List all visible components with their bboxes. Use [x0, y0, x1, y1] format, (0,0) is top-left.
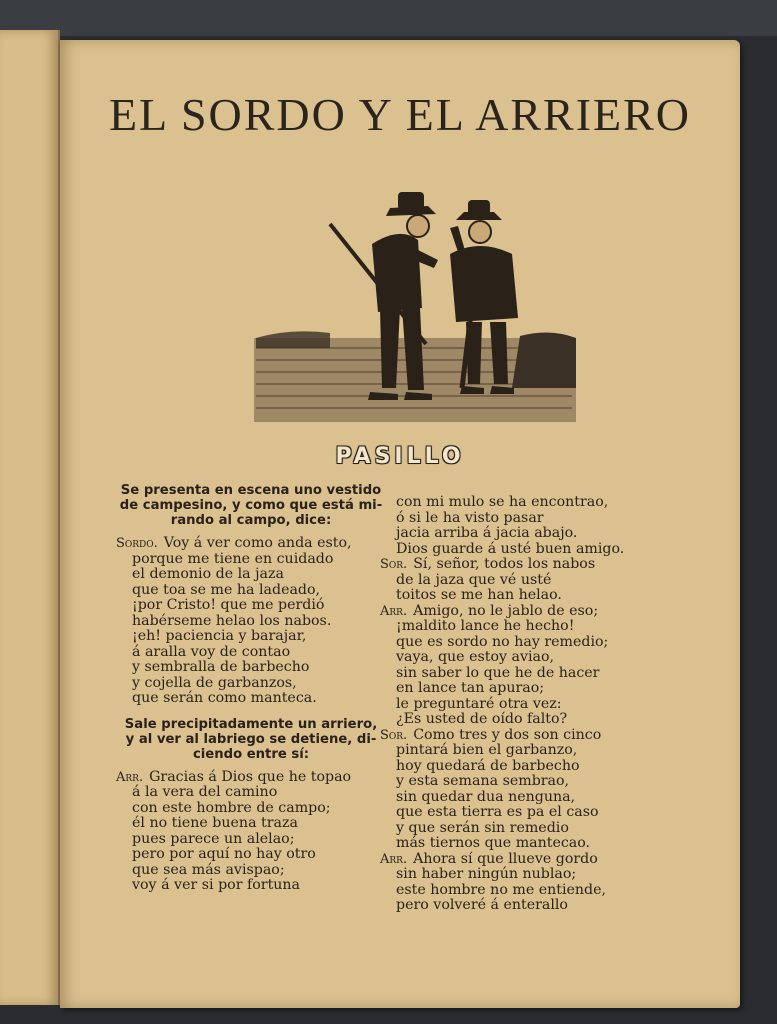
- verse-arriero-2: [380, 604, 710, 728]
- verse-line: ¡por Cristo! que me perdió: [132, 597, 325, 613]
- verse-line: toitos se me han helao.: [396, 587, 562, 603]
- verse-line: Sor. Sí, señor, todos los nabos: [380, 556, 596, 572]
- verse-line: porque me tiene en cuidado: [132, 550, 334, 567]
- verse-sordo-3: [380, 728, 710, 852]
- verse-line: pintará bien el garbanzo,: [396, 742, 578, 758]
- verse-line: ¿Es usted de oído falto?: [396, 711, 568, 727]
- verse-line: sin saber lo que he de hacer: [396, 664, 600, 681]
- verse-line: que toa se me ha ladeado,: [132, 581, 321, 598]
- verse-line: Arr. Ahora sí que llueve gordo: [380, 850, 598, 867]
- verse-line: ¡maldito lance he hecho!: [396, 618, 575, 634]
- stage-line: rando al campo, dice:: [170, 513, 332, 528]
- right-column: [380, 495, 710, 924]
- verse-line: pero por aquí no hay otro: [132, 846, 316, 862]
- verse-line: á aralla voy de contao: [132, 643, 291, 660]
- verse-line: en lance tan apurao;: [396, 680, 545, 696]
- stage-line: Se presenta en escena uno vestido: [120, 483, 382, 498]
- verse-line: este hombre no me entiende,: [396, 881, 607, 898]
- verse-line: vaya, que estoy aviao,: [396, 649, 555, 665]
- verse-line: que sea más avispao;: [132, 861, 285, 878]
- left-column: [116, 483, 386, 904]
- verse-line: con este hombre de campo;: [132, 799, 331, 816]
- verse-line: ¡eh! paciencia y barajar,: [132, 628, 307, 644]
- verse-line: pues parece un alelao;: [132, 830, 295, 847]
- verse-line: Arr. Gracias á Dios que he topao: [116, 768, 352, 785]
- book-page: [60, 40, 740, 1008]
- verse-line: Sordo. Voy á ver como anda esto,: [116, 535, 352, 551]
- verse-line: que serán como manteca.: [132, 690, 317, 706]
- stage-line: y al ver al labriego se detiene, di-: [125, 731, 377, 747]
- verse-line: más tiernos que mantecao.: [396, 835, 591, 851]
- verse-line: sin quedar dua nenguna,: [396, 788, 576, 805]
- verse-line: Sor. Como tres y dos son cinco: [380, 726, 602, 743]
- verse-line: Dios guarde á usté buen amigo.: [396, 540, 625, 557]
- speaker-label: Arr.: [380, 603, 408, 619]
- verse-arriero-cont: [380, 495, 710, 557]
- page-title: EL SORDO Y EL ARRIERO: [108, 89, 692, 140]
- stage-line: de campesino, y como que está mi-: [119, 498, 383, 513]
- verse-line: á la vera del camino: [132, 784, 278, 800]
- speaker-label: Sor.: [380, 557, 408, 572]
- speaker-label: Sordo.: [116, 536, 158, 551]
- stage-direction-1: [116, 483, 386, 528]
- section-subtitle: PASILLO: [335, 444, 465, 469]
- verse-line: hoy quedará de barbecho: [396, 757, 580, 774]
- verse-line: habérseme helao los nabos.: [132, 612, 332, 629]
- verse-line: sin haber ningún nublao;: [396, 866, 577, 882]
- verse-line: y cojella de garbanzos,: [132, 674, 297, 691]
- verse-line: Arr. Amigo, no le jablo de eso;: [380, 602, 599, 619]
- verse-line: pero volveré á enterallo: [396, 897, 568, 913]
- backdrop: [0, 0, 777, 36]
- verse-line: jacia arriba á jacia abajo.: [396, 525, 578, 541]
- stage-direction-2: [116, 717, 386, 762]
- verse-sordo: [116, 536, 386, 707]
- verse-line: voy á ver si por fortuna: [132, 877, 301, 893]
- stage-line: ciendo entre sí:: [192, 746, 310, 762]
- verse-line: que es sordo no hay remedio;: [396, 633, 609, 650]
- stage-line: Sale precipitadamente un arriero,: [124, 716, 378, 732]
- left-page-edge: [0, 30, 60, 1005]
- verse-line: él no tiene buena traza: [132, 815, 298, 831]
- verse-line: que esta tierra es pa el caso: [396, 804, 599, 820]
- verse-arriero: [116, 770, 386, 894]
- verse-line: y que serán sin remedio: [396, 819, 569, 836]
- verse-line: ó si le ha visto pasar: [396, 509, 544, 526]
- speaker-label: Arr.: [380, 851, 408, 867]
- verse-line: y esta semana sembrao,: [396, 773, 570, 789]
- speaker-label: Arr.: [116, 769, 144, 785]
- woodcut-two-peasants-icon: [250, 188, 580, 428]
- verse-line: el demonio de la jaza: [132, 566, 284, 582]
- speaker-label: Sor.: [380, 727, 408, 743]
- verse-arriero-3: [380, 852, 710, 914]
- verse-line: y sembralla de barbecho: [132, 659, 310, 675]
- verse-line: de la jaza que vé usté: [396, 571, 552, 588]
- verse-line: con mi mulo se ha encontrao,: [396, 494, 609, 510]
- verse-line: le preguntaré otra vez:: [396, 695, 562, 712]
- verse-sordo-2: [380, 557, 710, 604]
